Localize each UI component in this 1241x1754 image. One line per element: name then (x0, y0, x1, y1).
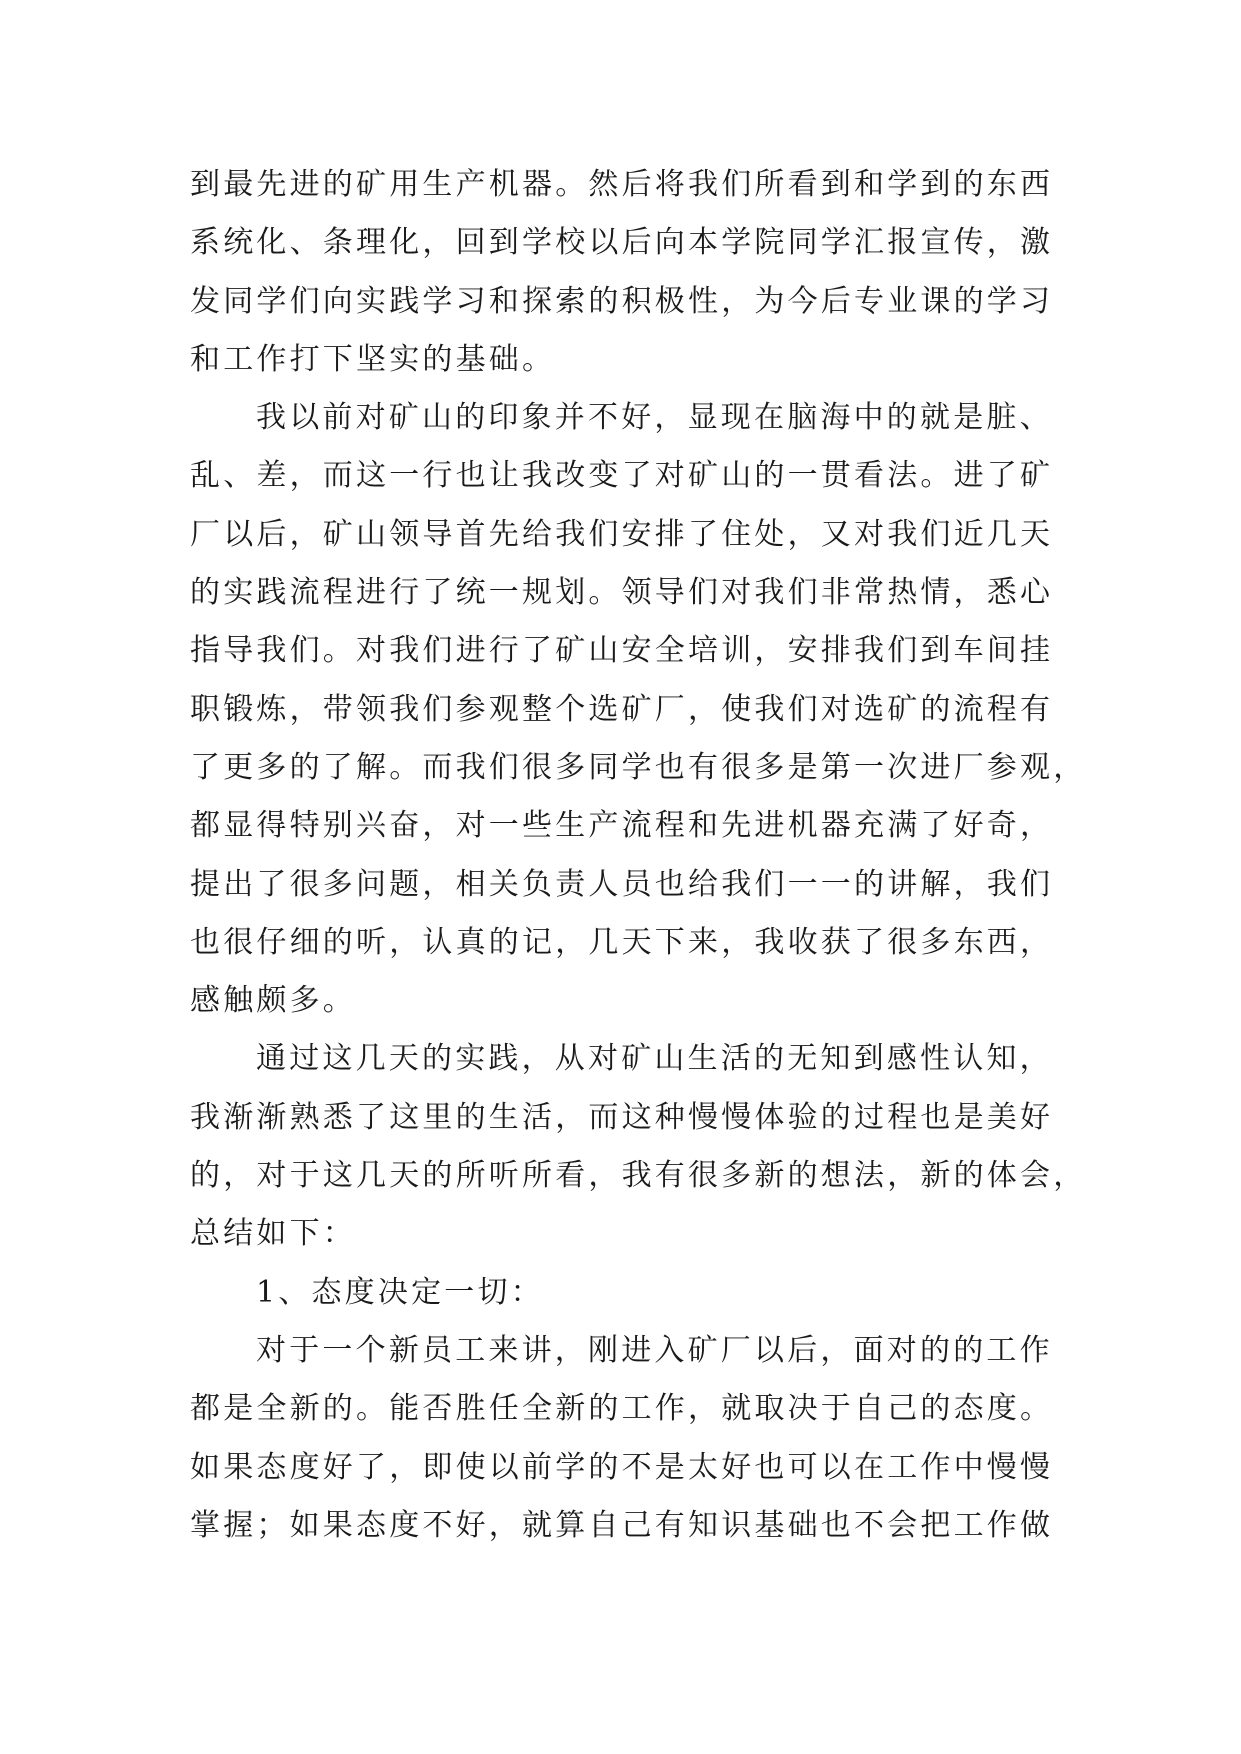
text-line: 也很仔细的听，认真的记，几天下来，我收获了很多东西， (190, 924, 1054, 960)
text-line: 了更多的了解。而我们很多同学也有很多是第一次进厂参观， (190, 749, 1087, 785)
body-text (190, 156, 1087, 1555)
text-line: 指导我们。对我们进行了矿山安全培训，安排我们到车间挂 (190, 633, 1054, 669)
text-line: 掌握；如果态度不好，就算自己有知识基础也不会把工作做 (190, 1507, 1054, 1543)
text-line: 系统化、条理化，回到学校以后向本学院同学汇报宣传，激 (190, 225, 1054, 261)
text-line: 都是全新的。能否胜任全新的工作，就取决于自己的态度。 (190, 1391, 1054, 1427)
text-line: 职锻炼，带领我们参观整个选矿厂，使我们对选矿的流程有 (190, 691, 1054, 727)
section-heading: 1、态度决定一切： (256, 1274, 544, 1310)
text-line: 发同学们向实践学习和探索的积极性，为今后专业课的学习 (190, 283, 1054, 319)
text-line: 提出了很多问题，相关负责人员也给我们一一的讲解，我们 (190, 866, 1054, 902)
text-line: 乱、差，而这一行也让我改变了对矿山的一贯看法。进了矿 (190, 458, 1054, 494)
text-line: 厂以后，矿山领导首先给我们安排了住处，又对我们近几天 (190, 516, 1054, 552)
text-line: 和工作打下坚实的基础。 (190, 341, 556, 377)
text-line: 我渐渐熟悉了这里的生活，而这种慢慢体验的过程也是美好 (190, 1099, 1054, 1135)
paragraph-first-line: 对于一个新员工来讲，刚进入矿厂以后，面对的的工作 (256, 1332, 1053, 1368)
text-line: 如果态度好了，即使以前学的不是太好也可以在工作中慢慢 (190, 1449, 1054, 1485)
text-line: 感触颇多。 (190, 983, 356, 1019)
text-line: 的，对于这几天的所听所看，我有很多新的想法，新的体会， (190, 1158, 1087, 1194)
text-line: 的实践流程进行了统一规划。领导们对我们非常热情，悉心 (190, 575, 1054, 611)
paragraph-first-line: 我以前对矿山的印象并不好，显现在脑海中的就是脏、 (256, 400, 1053, 436)
text-line: 总结如下： (190, 1216, 356, 1252)
text-line: 都显得特别兴奋，对一些生产流程和先进机器充满了好奇， (190, 808, 1054, 844)
paragraph-first-line: 通过这几天的实践，从对矿山生活的无知到感性认知， (256, 1041, 1053, 1077)
text-line: 到最先进的矿用生产机器。然后将我们所看到和学到的东西 (190, 167, 1054, 202)
